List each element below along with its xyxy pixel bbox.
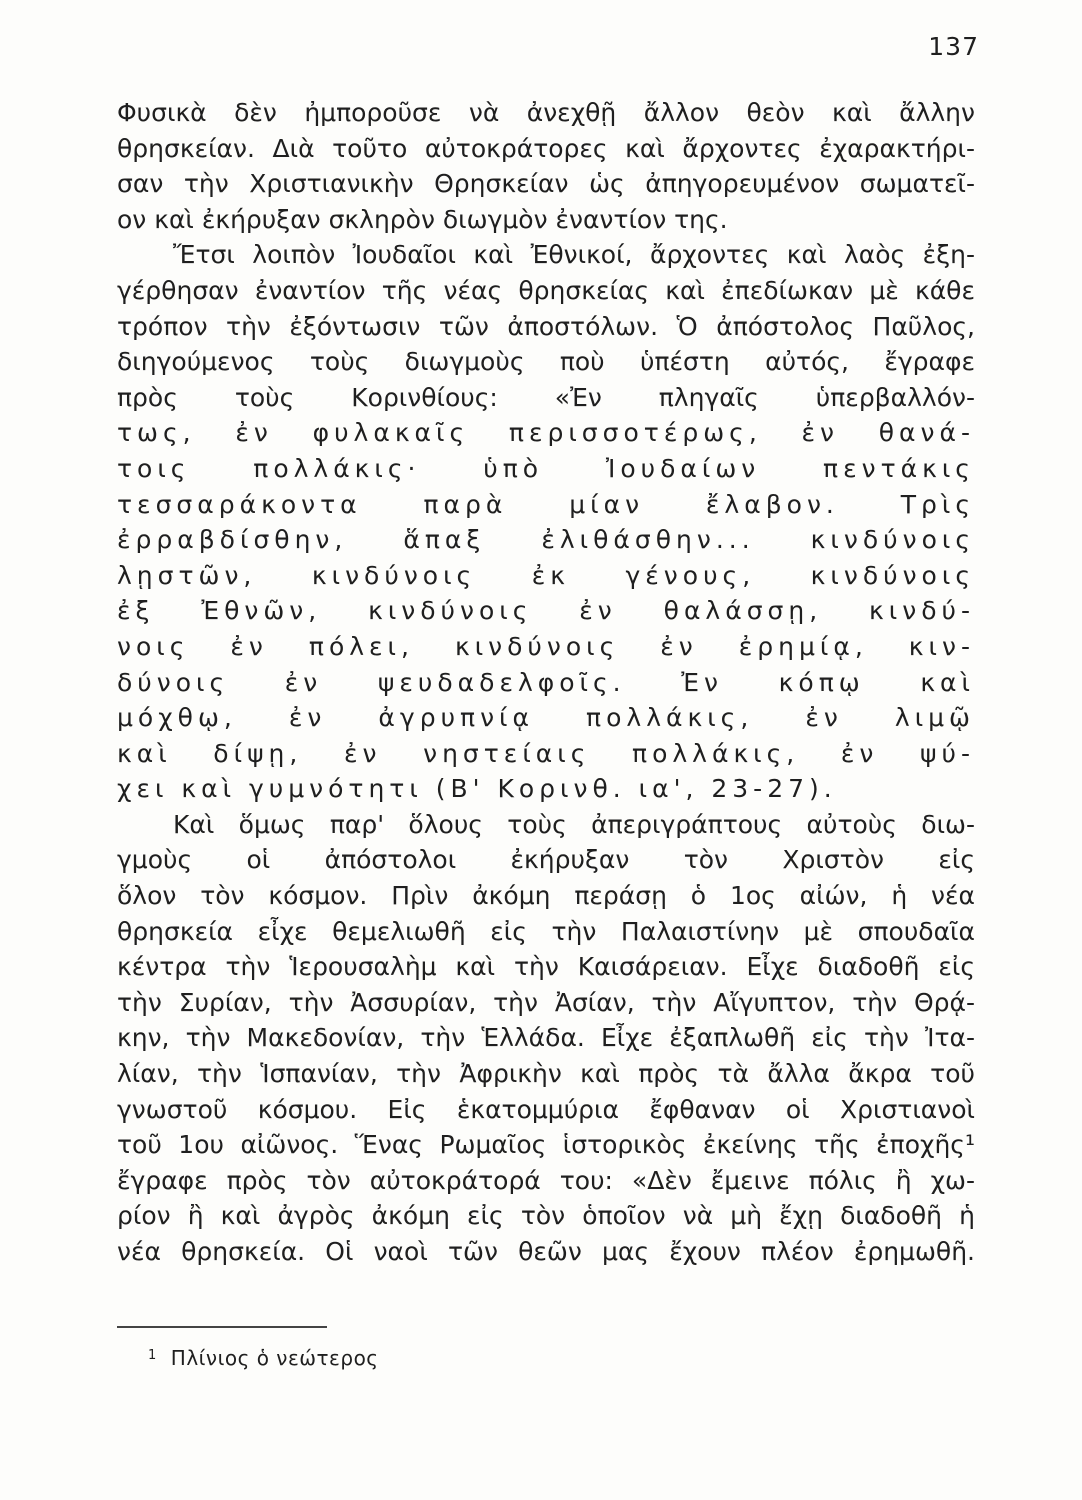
text-line: τὴν Συρίαν, τὴν Ἀσσυρίαν, τὴν Ἀσίαν, τὴν Αἴγυπτον, τὴν Θρᾴ- [117,987,975,1017]
quote-line: τως, ἐν φυλακαῖς περισσοτέρως, ἐν θανά- [117,418,975,448]
quote-line: τοις πολλάκις· ὑπὸ Ἰουδαίων πεντάκις [117,453,975,483]
text-line: λίαν, τὴν Ἱσπανίαν, τὴν Ἀφρικὴν καὶ πρὸς τὰ ἄλλα ἄκρα τοῦ [117,1059,975,1089]
footnote-mark: 1 [148,1348,157,1363]
text-line: γμοὺς οἱ ἀπόστολοι ἐκήρυξαν τὸν Χριστὸν εἰς [117,845,975,875]
text-line: ὅλον τὸν κόσμον. Πρὶν ἀκόμη περάσῃ ὁ 1ος αἰών, ἡ νέα [117,881,975,911]
quote-line: τεσσαράκοντα παρὰ μίαν ἔλαβον. Τρὶς [117,489,975,519]
text-line: διηγούμενος τοὺς διωγμοὺς ποὺ ὑπέστη αὐτός, ἔγραφε [117,347,975,377]
text-line: σαν τὴν Χριστιανικὴν Θρησκείαν ὡς ἀπηγορευμένον σωματεῖ- [117,169,975,199]
text-line: Καὶ ὅμως παρ' ὅλους τοὺς ἀπεριγράπτους αὐτοὺς διω- [173,809,975,839]
text-line: τρόπον τὴν ἐξόντωσιν τῶν ἀποστόλων. Ὁ ἀπόστολος Παῦλος, [117,311,975,341]
text-line: ρίον ἢ καὶ ἀγρὸς ἀκόμη εἰς τὸν ὁποῖον νὰ μὴ ἔχῃ διαδοθῆ ἡ [117,1201,975,1231]
footnote-divider [117,1326,327,1328]
text-line: ἔγραφε πρὸς τὸν αὐτοκράτορά του: «Δὲν ἔμεινε πόλις ἢ χω- [117,1165,975,1195]
quote-line: καὶ δίψῃ, ἐν νηστείαις πολλάκις, ἐν ψύ- [117,738,975,768]
text-line: γνωστοῦ κόσμου. Εἰς ἑκατομμύρια ἔφθαναν οἱ Χριστιανοὶ [117,1094,975,1124]
text-line: πρὸς τοὺς Κορινθίους: «Ἐν πληγαῖς ὑπερβαλλόν- [117,382,975,412]
quote-line: δύνοις ἐν ψευδαδελφοῖς. Ἐν κόπῳ καὶ [117,667,975,697]
text-line: ον καὶ ἐκήρυξαν σκληρὸν διωγμὸν ἐναντίον της. [117,204,728,234]
quote-line: νοις ἐν πόλει, κινδύνοις ἐν ἐρημίᾳ, κιν- [117,631,975,661]
quote-line: ἐρραβδίσθην, ἅπαξ ἐλιθάσθην... κινδύνοις [117,525,975,555]
body-text [117,95,975,1270]
text-line: τοῦ 1ου αἰῶνος. Ἕνας Ρωμαῖος ἱστορικὸς ἐκείνης τῆς ἐποχῆς¹ [117,1130,975,1160]
quote-line: ἐξ Ἐθνῶν, κινδύνοις ἐν θαλάσσῃ, κινδύ- [117,596,975,626]
quote-line: λῃστῶν, κινδύνοις ἐκ γένους, κινδύνοις [117,560,975,590]
quote-line: χει καὶ γυμνότητι (Β' Κορινθ. ια', 23-27). [117,774,837,804]
text-line: θρησκεία εἶχε θεμελιωθῆ εἰς τὴν Παλαιστίνην μὲ σπουδαῖα [117,916,975,946]
footnote-text: Πλίνιος ὁ νεώτερος [170,1346,379,1370]
text-line: γέρθησαν ἐναντίον τῆς νέας θρησκείας καὶ ἐπεδίωκαν μὲ κάθε [117,275,975,305]
text-line: Ἔτσι λοιπὸν Ἰουδαῖοι καὶ Ἐθνικοί, ἄρχοντες καὶ λαὸς ἐξη- [173,240,975,270]
text-line: κην, τὴν Μακεδονίαν, τὴν Ἑλλάδα. Εἶχε ἐξαπλωθῆ εἰς τὴν Ἰτα- [117,1023,975,1053]
quote-line: μόχθῳ, ἐν ἀγρυπνίᾳ πολλάκις, ἐν λιμῷ [117,703,975,733]
text-line: θρησκείαν. Διὰ τοῦτο αὐτοκράτορες καὶ ἄρχοντες ἐχαρακτήρι- [117,133,975,163]
text-line: νέα θρησκεία. Οἱ ναοὶ τῶν θεῶν μας ἔχουν πλέον ἐρημωθῆ. [117,1237,975,1266]
footnote [148,1346,379,1370]
page-number: 137 [928,32,979,61]
text-line: κέντρα τὴν Ἱερουσαλὴμ καὶ τὴν Καισάρειαν. Εἶχε διαδοθῆ εἰς [117,952,975,982]
text-line: Φυσικὰ δὲν ἠμποροῦσε νὰ ἀνεχθῇ ἄλλον θεὸν καὶ ἄλλην [117,98,975,127]
